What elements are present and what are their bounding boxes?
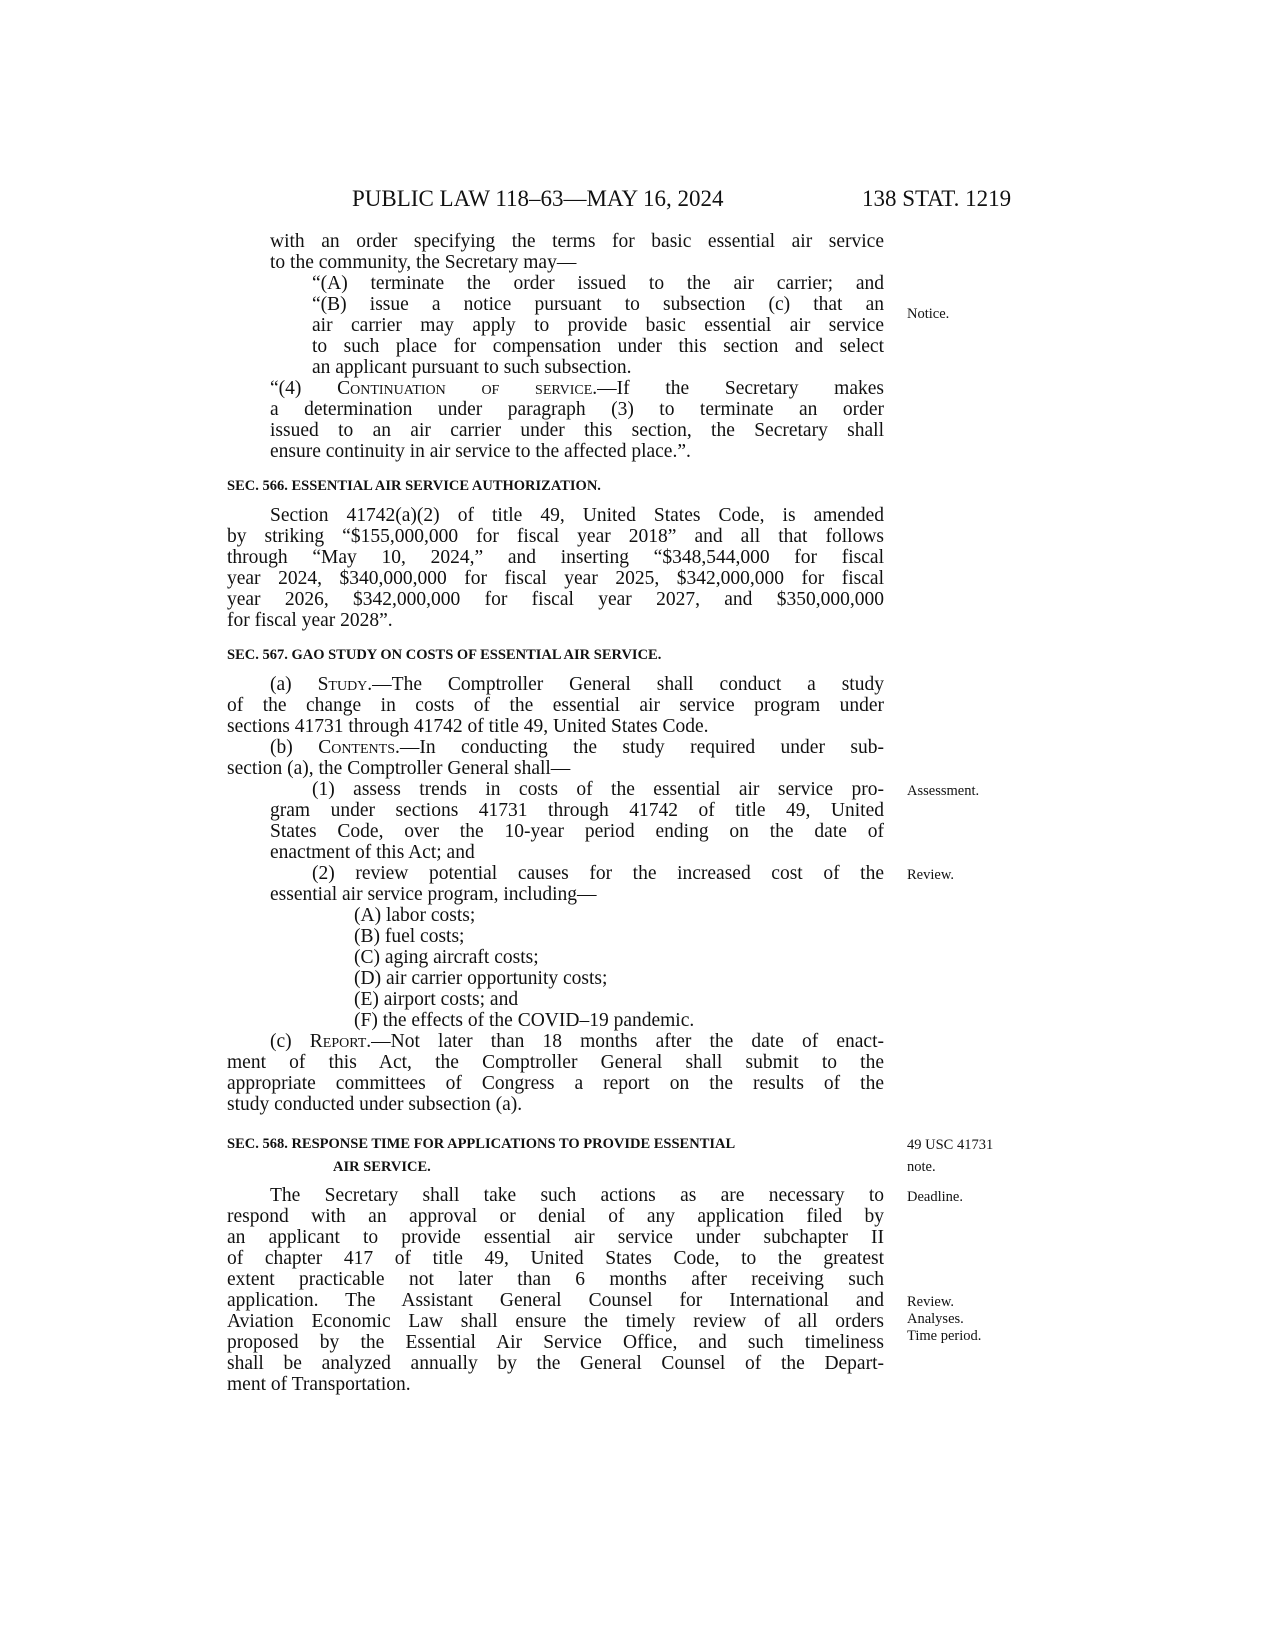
margin-note-deadline: Deadline. <box>907 1189 963 1205</box>
text-line: by striking “$155,000,000 for fiscal year 2018” and all that follows <box>227 526 884 547</box>
subsection-label: (b) <box>270 737 319 758</box>
paragraph-4-heading-line <box>270 378 884 399</box>
running-head-title: PUBLIC LAW 118–63—MAY 16, 2024 <box>352 186 724 211</box>
text-line: year 2026, $342,000,000 for fiscal year 2027, and $350,000,000 <box>227 589 884 610</box>
text-line: ment of this Act, the Comptroller General shall submit to the <box>227 1052 884 1073</box>
margin-note-usc-note: note. <box>907 1159 936 1175</box>
paragraph-text: .—If the Secretary makes <box>592 378 884 399</box>
list-item: (B) fuel costs; <box>354 926 465 947</box>
margin-note-review-2: Review. <box>907 1294 954 1310</box>
text-line: of the change in costs of the essential air service program under <box>227 695 884 716</box>
section-568-heading: SEC. 568. RESPONSE TIME FOR APPLICATIONS TO PROVIDE ESSENTIAL <box>227 1136 736 1152</box>
text-line: respond with an approval or denial of any application filed by <box>227 1206 884 1227</box>
text-line: enactment of this Act; and <box>270 842 475 863</box>
statute-page-number: 138 STAT. 1219 <box>862 186 1012 211</box>
subsection-b-heading-line <box>270 737 884 758</box>
subsection-label: (a) <box>270 674 318 695</box>
text-line: of chapter 417 of title 49, United States Code, to the greatest <box>227 1248 884 1269</box>
text-line: issued to an air carrier under this section, the Secretary shall <box>270 420 884 441</box>
subsection-text: .—Not later than 18 months after the date of enact- <box>366 1031 884 1052</box>
text-line: air carrier may apply to provide basic essential air service <box>312 315 884 336</box>
text-line: ensure continuity in air service to the affected place.”. <box>270 441 691 462</box>
list-item: (F) the effects of the COVID–19 pandemic. <box>354 1010 695 1031</box>
text-line: to the community, the Secretary may— <box>270 252 577 273</box>
text-line: shall be analyzed annually by the General Counsel of the Depart- <box>227 1353 884 1374</box>
text-line: through “May 10, 2024,” and inserting “$348,544,000 for fiscal <box>227 547 884 568</box>
text-line: States Code, over the 10-year period ending on the date of <box>270 821 884 842</box>
list-item: (E) airport costs; and <box>354 989 519 1010</box>
text-line: sections 41731 through 41742 of title 49, United States Code. <box>227 716 709 737</box>
list-item: (C) aging aircraft costs; <box>354 947 539 968</box>
text-line: Aviation Economic Law shall ensure the timely review of all orders <box>227 1311 884 1332</box>
section-567-heading: SEC. 567. GAO STUDY ON COSTS OF ESSENTIAL AIR SERVICE. <box>227 647 662 663</box>
text-line: a determination under paragraph (3) to terminate an order <box>270 399 884 420</box>
subsection-text: .—The Comptroller General shall conduct a study <box>367 674 884 695</box>
text-line: appropriate committees of Congress a report on the results of the <box>227 1073 884 1094</box>
margin-note-review: Review. <box>907 867 954 883</box>
text-line: for fiscal year 2028”. <box>227 610 393 631</box>
text-line: “(A) terminate the order issued to the air carrier; and <box>312 273 884 294</box>
text-line: study conducted under subsection (a). <box>227 1094 523 1115</box>
section-566-heading: SEC. 566. ESSENTIAL AIR SERVICE AUTHORIZATION. <box>227 478 601 494</box>
subsection-c-heading-line <box>270 1031 884 1052</box>
text-line: essential air service program, including— <box>270 884 597 905</box>
subsection-heading: Contents <box>318 737 395 758</box>
text-line: extent practicable not later than 6 months after receiving such <box>227 1269 884 1290</box>
subsection-heading: Study <box>317 674 368 695</box>
subsection-a-heading-line <box>270 674 884 695</box>
text-line: section (a), the Comptroller General shall— <box>227 758 571 779</box>
list-item: (D) air carrier opportunity costs; <box>354 968 608 989</box>
margin-note-usc: 49 USC 41731 <box>907 1137 994 1153</box>
text-line: ment of Transportation. <box>227 1374 411 1395</box>
subsection-text: .—In conducting the study required under sub- <box>394 737 884 758</box>
text-line: The Secretary shall take such actions as are necessary to <box>270 1185 884 1206</box>
text-line: year 2024, $340,000,000 for fiscal year 2025, $342,000,000 for fiscal <box>227 568 884 589</box>
text-line: with an order specifying the terms for basic essential air service <box>270 231 884 252</box>
paragraph-heading: Continuation of service <box>337 378 593 399</box>
text-line: proposed by the Essential Air Service Office, and such timeliness <box>227 1332 884 1353</box>
text-line: (2) review potential causes for the increased cost of the <box>312 863 884 884</box>
text-line: application. The Assistant General Counsel for International and <box>227 1290 884 1311</box>
text-line: an applicant to provide essential air service under subchapter II <box>227 1227 884 1248</box>
text-line: gram under sections 41731 through 41742 of title 49, United <box>270 800 884 821</box>
margin-note-analyses: Analyses. <box>907 1311 964 1327</box>
list-item: (A) labor costs; <box>354 905 476 926</box>
text-line: to such place for compensation under this section and select <box>312 336 884 357</box>
text-line: (1) assess trends in costs of the essential air service pro- <box>312 779 884 800</box>
text-line: “(B) issue a notice pursuant to subsection (c) that an <box>312 294 884 315</box>
margin-note-time-period: Time period. <box>907 1328 982 1344</box>
margin-note-notice: Notice. <box>907 306 950 322</box>
subsection-heading: Report <box>309 1031 367 1052</box>
margin-note-assessment: Assessment. <box>907 783 980 799</box>
paragraph-number: “(4) <box>270 378 338 399</box>
text-line: an applicant pursuant to such subsection. <box>312 357 632 378</box>
subsection-label: (c) <box>270 1031 310 1052</box>
text-line: Section 41742(a)(2) of title 49, United States Code, is amended <box>270 505 884 526</box>
section-568-heading-cont: AIR SERVICE. <box>333 1159 431 1175</box>
